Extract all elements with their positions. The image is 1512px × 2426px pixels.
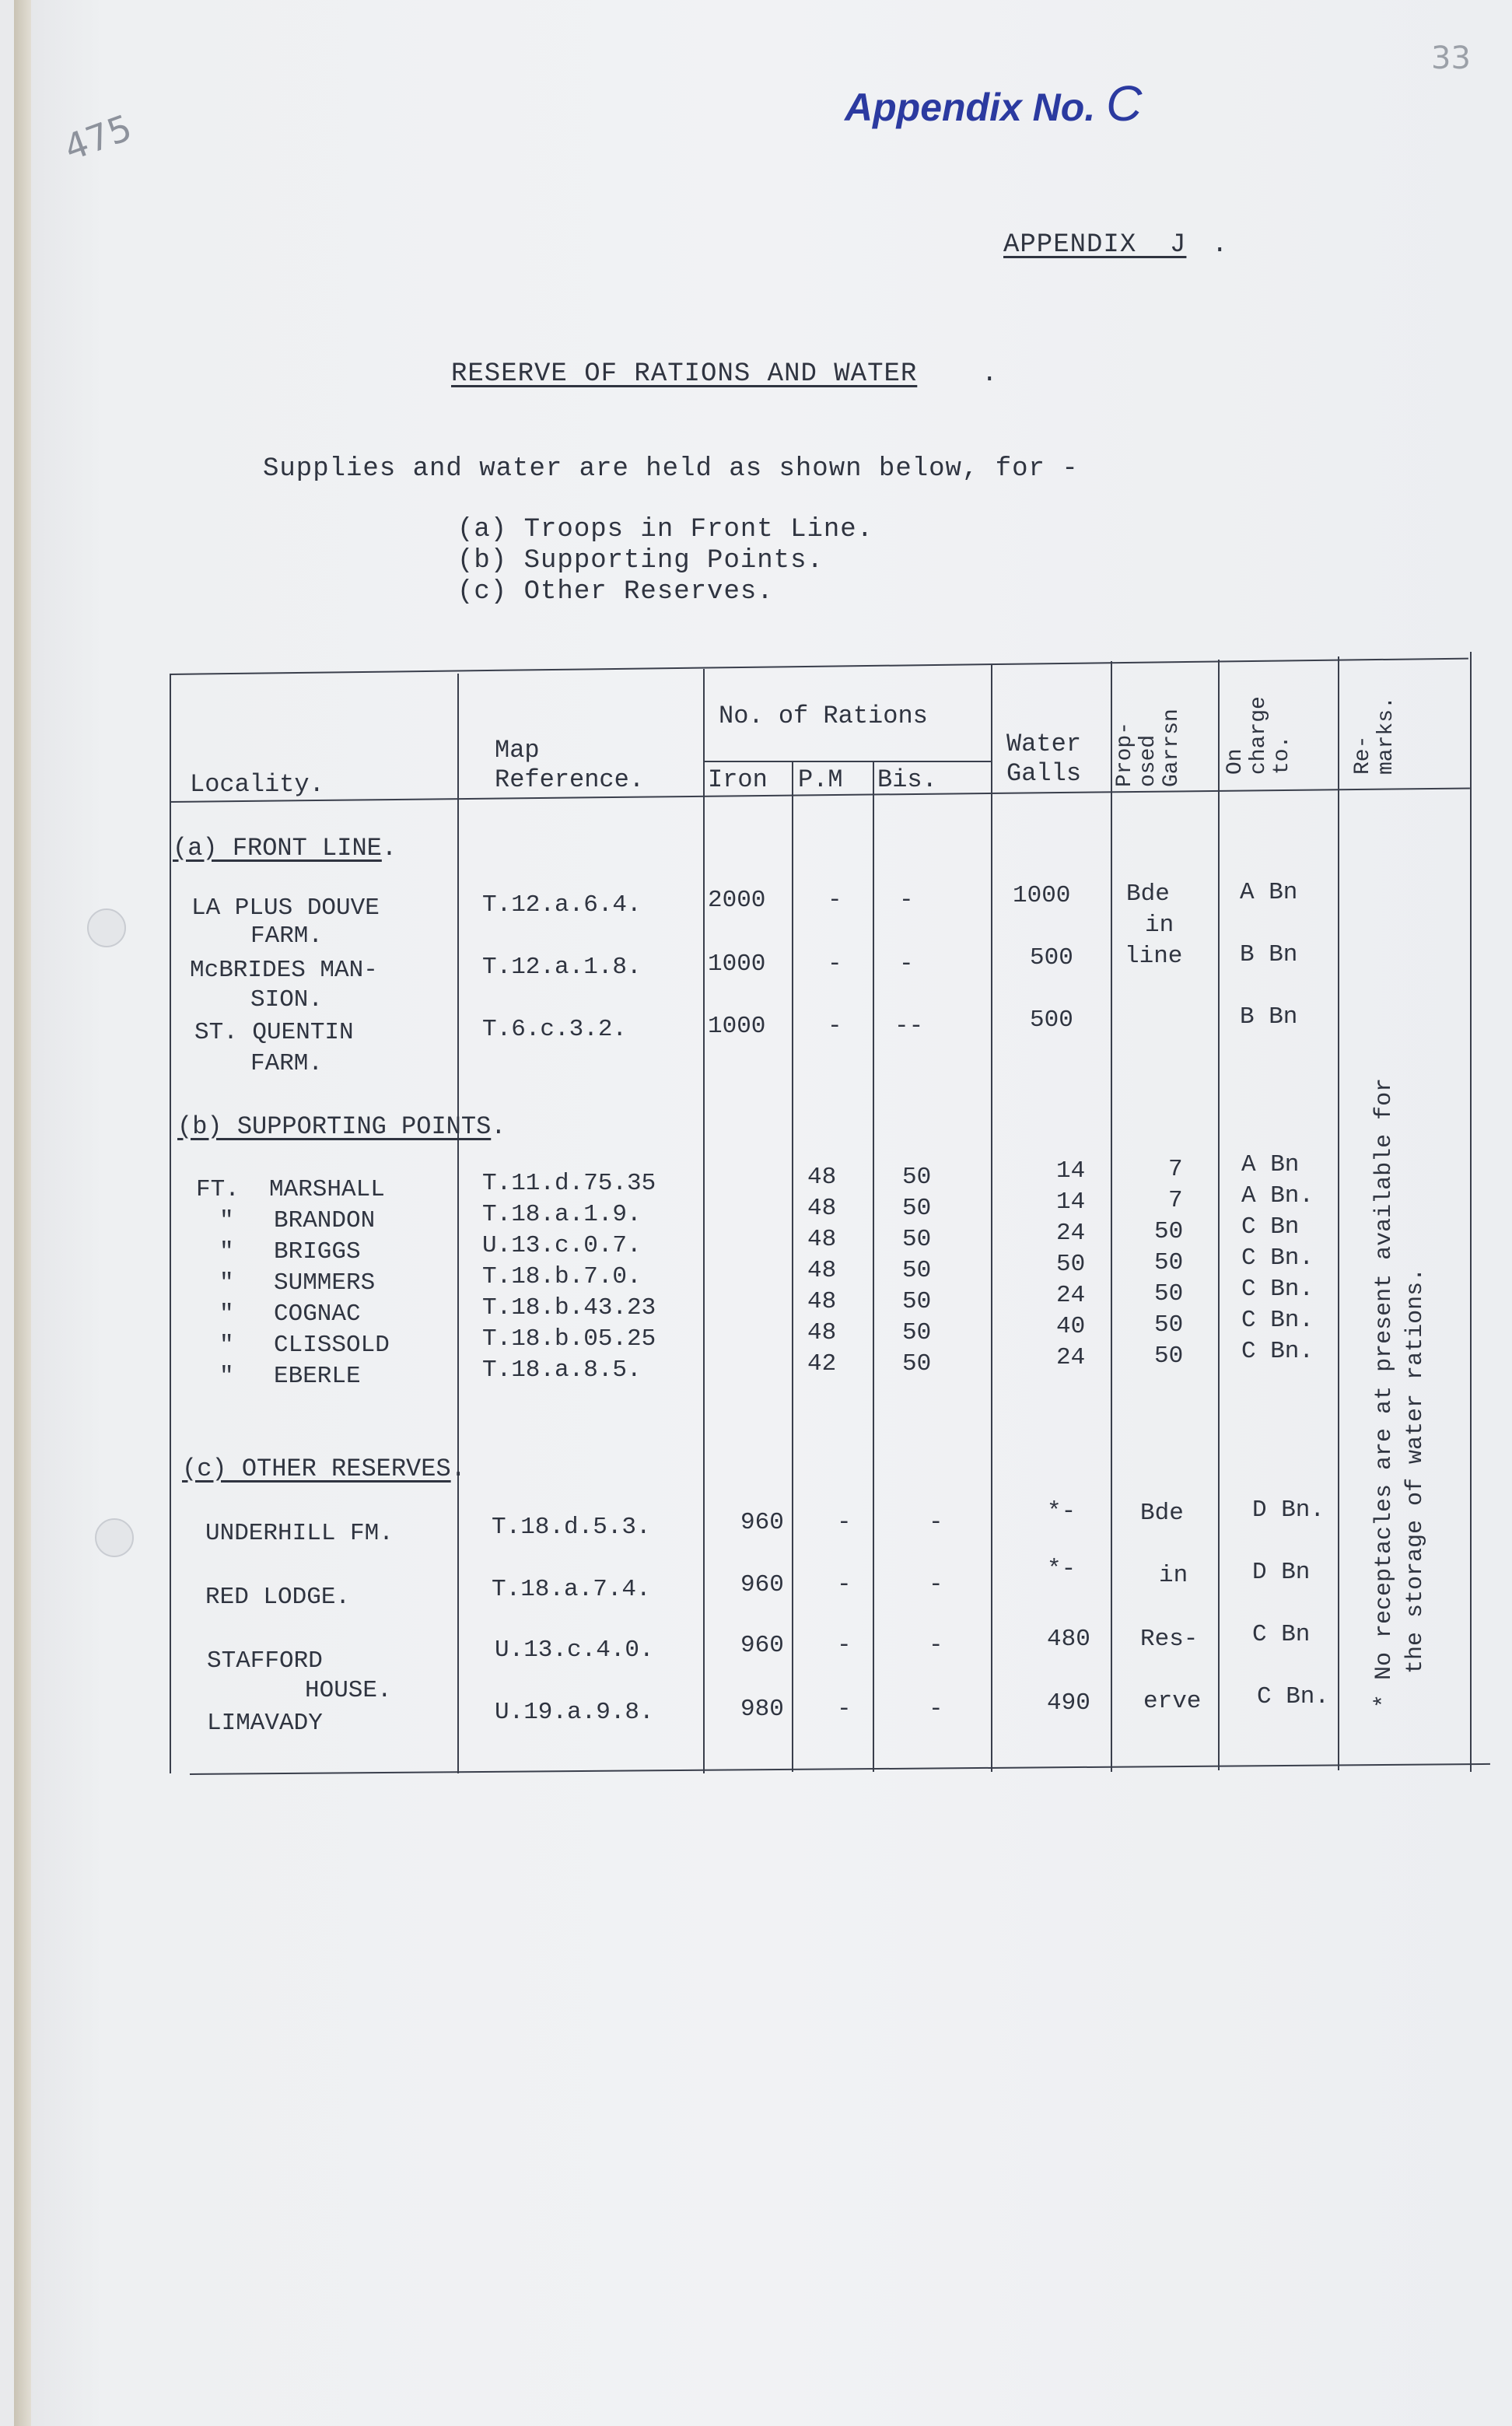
garrison: Bde: [1140, 1500, 1184, 1527]
punch-hole: [87, 908, 126, 947]
locality: LA PLUS DOUVE: [191, 894, 380, 922]
map-ref: T.18.a.1.9.: [482, 1201, 642, 1228]
on-charge: C Bn: [1252, 1621, 1311, 1648]
locality: COGNAC: [274, 1301, 361, 1328]
locality: McBRIDES MAN-: [190, 957, 378, 984]
locality: ST. QUENTIN: [194, 1019, 354, 1046]
header-remarks: Re- marks.: [1351, 696, 1398, 775]
prefix: ": [219, 1363, 234, 1390]
column-divider: [792, 761, 793, 1772]
header-locality: Locality.: [190, 770, 324, 799]
on-charge: D Bn.: [1252, 1497, 1325, 1524]
column-divider: [1111, 661, 1112, 1772]
on-charge: A Bn: [1241, 1151, 1300, 1178]
bis: -: [929, 1696, 943, 1723]
locality: SUMMERS: [274, 1269, 376, 1297]
on-charge: C Bn.: [1241, 1338, 1314, 1365]
pm: -: [837, 1571, 852, 1598]
header-proposed-garrison: Prop- osed Garrsn: [1113, 709, 1184, 787]
locality: EBERLE: [274, 1363, 361, 1390]
page-number: 33: [1431, 40, 1471, 76]
garrison: 50: [1154, 1343, 1184, 1370]
locality: STAFFORD: [207, 1647, 323, 1675]
prefix: ": [219, 1269, 234, 1297]
garrison: 7: [1168, 1187, 1183, 1214]
locality-cont: FARM.: [250, 922, 324, 950]
bis: 50: [902, 1288, 932, 1315]
locality: LIMAVADY: [207, 1710, 323, 1737]
water: *-: [1047, 1556, 1076, 1583]
water: 1000: [1013, 882, 1071, 909]
column-divider: [1218, 660, 1220, 1770]
on-charge: B Bn: [1240, 941, 1298, 968]
garrison: 50: [1154, 1280, 1184, 1308]
locality-cont: FARM.: [250, 1050, 324, 1077]
garrison: Bde: [1126, 880, 1170, 908]
map-ref: U.19.a.9.8.: [495, 1699, 654, 1726]
water: 490: [1047, 1689, 1090, 1717]
on-charge: C Bn.: [1241, 1276, 1314, 1303]
intro-item-a: (a) Troops in Front Line.: [457, 515, 874, 544]
pm: -: [837, 1696, 852, 1723]
garrison: line: [1125, 943, 1183, 970]
iron: 960: [740, 1571, 784, 1598]
pm: -: [837, 1509, 852, 1536]
column-divider: [991, 664, 992, 1772]
folio-number: 475: [58, 106, 138, 170]
intro-item-b: (b) Supporting Points.: [457, 546, 824, 576]
prefix: ": [219, 1207, 234, 1234]
on-charge: C Bn.: [1241, 1245, 1314, 1272]
water: *-: [1047, 1498, 1076, 1525]
on-charge: C Bn.: [1257, 1683, 1330, 1710]
header-galls: Galls: [1006, 759, 1082, 788]
garrison: 50: [1154, 1218, 1184, 1245]
locality-cont: HOUSE.: [305, 1677, 392, 1704]
prefix: ": [219, 1332, 234, 1359]
iron: 1000: [708, 1013, 766, 1040]
on-charge: C Bn: [1241, 1213, 1300, 1241]
section-supporting-points: (b) SUPPORTING POINTS.: [177, 1112, 506, 1141]
header-iron: Iron: [708, 765, 768, 794]
header-map: Map: [495, 736, 540, 765]
page-edge: [14, 0, 31, 2426]
pm: -: [828, 1013, 842, 1040]
water: 500: [1030, 944, 1073, 971]
column-divider: [703, 669, 705, 1773]
iron: 980: [740, 1696, 784, 1723]
intro-text: Supplies and water are held as shown below, for -: [263, 454, 1079, 484]
locality: RED LODGE.: [205, 1584, 351, 1611]
water: 14: [1056, 1157, 1086, 1185]
header-on-charge: On charge to.: [1223, 696, 1294, 775]
iron: 960: [740, 1509, 784, 1536]
column-divider: [873, 761, 874, 1772]
column-divider: [1338, 656, 1339, 1770]
on-charge: D Bn: [1252, 1559, 1311, 1586]
garrison: 7: [1168, 1156, 1183, 1183]
bis: 50: [902, 1319, 932, 1346]
pm: -: [828, 950, 842, 978]
map-ref: T.18.d.5.3.: [492, 1514, 651, 1541]
pm: -: [828, 887, 842, 914]
water: 24: [1056, 1220, 1086, 1247]
header-bis: Bis.: [877, 765, 937, 794]
on-charge: A Bn: [1240, 879, 1298, 906]
appendix-period: .: [1212, 230, 1229, 260]
document-title: RESERVE OF RATIONS AND WATER: [451, 359, 918, 389]
bis: -: [929, 1571, 943, 1598]
water: 24: [1056, 1282, 1086, 1309]
map-ref: T.12.a.6.4.: [482, 891, 642, 919]
iron: 960: [740, 1632, 784, 1659]
bis: 50: [902, 1226, 932, 1253]
bis: -: [929, 1509, 943, 1536]
column-divider: [1470, 652, 1472, 1772]
water: 14: [1056, 1188, 1086, 1216]
garrison: 50: [1154, 1311, 1184, 1339]
locality: BRANDON: [274, 1207, 376, 1234]
prefix: ": [219, 1238, 234, 1266]
map-ref: T.18.b.7.0.: [482, 1263, 642, 1290]
pm: -: [837, 1632, 852, 1659]
title-period: .: [982, 359, 999, 389]
garrison: Res-: [1140, 1626, 1199, 1653]
prefix: ": [219, 1301, 234, 1328]
water: 40: [1056, 1313, 1086, 1340]
water: 50: [1056, 1251, 1086, 1278]
water: 500: [1030, 1006, 1073, 1034]
map-ref: T.18.a.7.4.: [492, 1576, 651, 1603]
bis: 50: [902, 1195, 932, 1222]
garrison: in: [1159, 1562, 1188, 1589]
iron: 2000: [708, 887, 766, 914]
garrison: erve: [1143, 1688, 1202, 1715]
column-divider: [457, 674, 459, 1773]
map-ref: U.13.c.4.0.: [495, 1637, 654, 1664]
header-water: Water: [1006, 730, 1082, 758]
map-ref: T.18.b.05.25: [482, 1325, 656, 1353]
water: 480: [1047, 1626, 1090, 1653]
map-ref: U.13.c.0.7.: [482, 1232, 642, 1259]
appendix-label: APPENDIX J: [1003, 230, 1187, 260]
rations-group-divider: [703, 761, 991, 762]
iron: 1000: [708, 950, 766, 978]
water: 24: [1056, 1344, 1086, 1371]
bis: 50: [902, 1164, 932, 1191]
pm: 48: [807, 1319, 837, 1346]
pm: 48: [807, 1288, 837, 1315]
bis: -: [899, 887, 914, 914]
bis: --: [894, 1013, 924, 1040]
punch-hole: [95, 1518, 134, 1557]
section-other-reserves: (c) OTHER RESERVES.: [182, 1455, 466, 1483]
appendix-stamp: Appendix No. C: [845, 75, 1143, 131]
locality: CLISSOLD: [274, 1332, 390, 1359]
pm: 48: [807, 1195, 837, 1222]
header-reference: Reference.: [495, 765, 645, 794]
bis: 50: [902, 1350, 932, 1378]
locality: MARSHALL: [269, 1176, 385, 1203]
garrison: in: [1145, 912, 1174, 939]
on-charge: A Bn.: [1241, 1182, 1314, 1209]
intro-item-c: (c) Other Reserves.: [457, 577, 774, 607]
garrison: 50: [1154, 1249, 1184, 1276]
locality: UNDERHILL FM.: [205, 1520, 394, 1547]
on-charge: B Bn: [1240, 1003, 1298, 1031]
map-ref: T.12.a.1.8.: [482, 954, 642, 981]
bis: 50: [902, 1257, 932, 1284]
map-ref: T.6.c.3.2.: [482, 1016, 628, 1043]
pm: 48: [807, 1257, 837, 1284]
column-divider: [170, 674, 171, 1773]
bis: -: [899, 950, 914, 978]
locality: BRIGGS: [274, 1238, 361, 1266]
header-pm: P.M: [798, 765, 843, 794]
pm: 48: [807, 1164, 837, 1191]
locality-cont: SION.: [250, 986, 324, 1013]
map-ref: T.11.d.75.35: [482, 1170, 656, 1197]
section-front-line: (a) FRONT LINE.: [173, 834, 397, 863]
on-charge: C Bn.: [1241, 1307, 1314, 1334]
pm: 48: [807, 1226, 837, 1253]
prefix: FT.: [196, 1176, 240, 1203]
header-rations-group: No. of Rations: [719, 702, 928, 730]
map-ref: T.18.b.43.23: [482, 1294, 656, 1322]
bis: -: [929, 1632, 943, 1659]
map-ref: T.18.a.8.5.: [482, 1357, 642, 1384]
remarks-note: * No receptacles are at present available for the storage of water rations.: [1371, 1077, 1429, 1708]
pm: 42: [807, 1350, 837, 1378]
